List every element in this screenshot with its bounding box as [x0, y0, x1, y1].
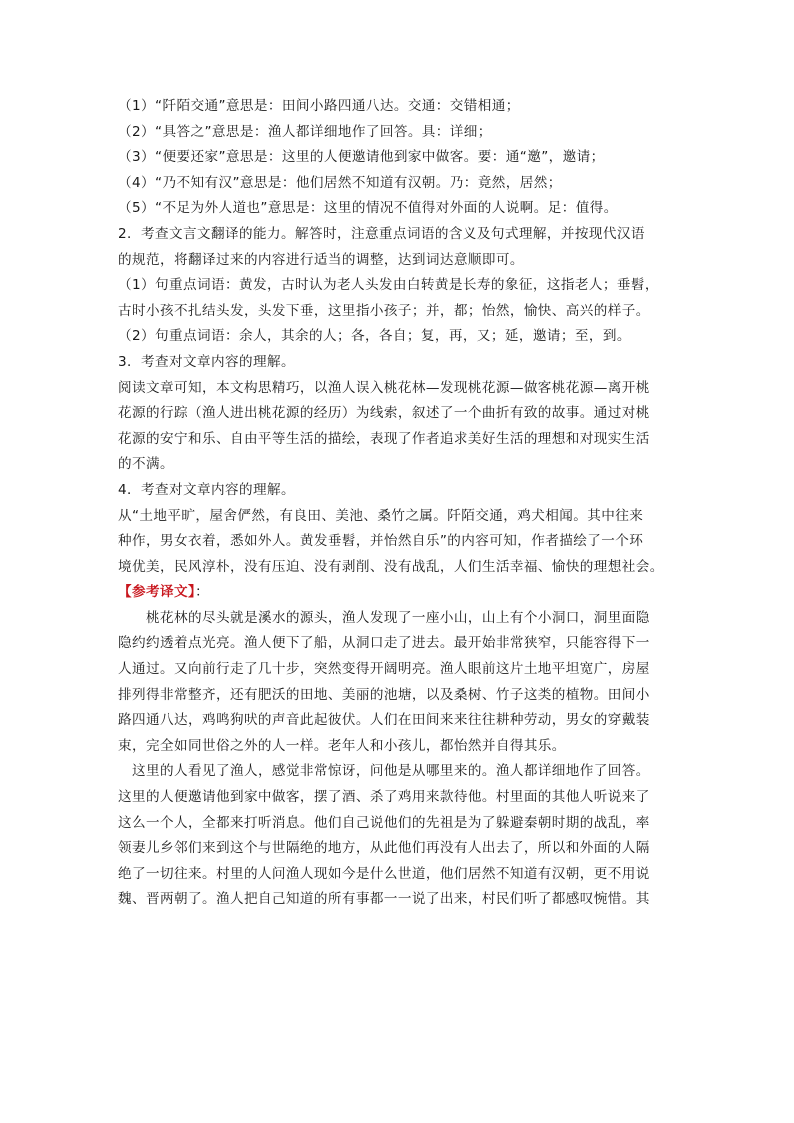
- text-line: （1）句重点词语：黄发，古时认为老人头发由白转黄是长寿的象征，这指老人；垂髫，: [118, 277, 659, 294]
- text-line: （1）“阡陌交通”意思是：田间小路四通八达。交通：交错相通；: [118, 98, 520, 114]
- text-line: 的规范，将翻译过来的内容进行适当的调整，达到词达意顺即可。: [118, 251, 524, 268]
- text-line: 花源的安宁和乐、自由平等生活的描绘，表现了作者追求美好生活的理想和对现实生活: [118, 430, 650, 447]
- translation-line: 魏、晋两朝了。渔人把自己知道的所有事都一一说了出来，村民们听了都感叹惋惜。其: [118, 891, 650, 908]
- text-line: 阅读文章可知，本文构思精巧，以渔人误入桃花林—发现桃花源—做客桃花源—离开桃: [118, 379, 650, 396]
- reference-label: 【参考译文】: [118, 584, 196, 601]
- translation-line: 绝了一切往来。村里的人问渔人现如今是什么世道，他们居然不知道有汉朝，更不用说: [118, 865, 650, 882]
- text-line: 的不满。: [118, 456, 174, 473]
- text-line: （5）“不足为外人道也”意思是：这里的情况不值得对外面的人说啊。足：值得。: [118, 200, 618, 217]
- translation-line: 排列得非常整齐，还有肥沃的田地、美丽的池塘，以及桑树、竹子这类的植物。田间小: [118, 686, 650, 703]
- section-heading: 4．考查对文章内容的理解。: [118, 481, 295, 498]
- translation-line: 领妻儿乡邻们来到这个与世隔绝的地方，从此他们再没有人出去了，所以和外面的人隔: [118, 840, 650, 857]
- translation-line: 隐约约透着点光亮。渔人便下了船，从洞口走了进去。最开始非常狭窄，只能容得下一: [118, 635, 650, 652]
- text-line: 境优美，民风淳朴，没有压迫、没有剥削、没有战乱，人们生活幸福、愉快的理想社会。: [118, 558, 664, 575]
- text-line: 古时小孩不扎结头发，头发下垂，这里指小孩子；并，都；怡然，愉快、高兴的样子。: [118, 302, 650, 319]
- text-line: 花源的行踪（渔人进出桃花源的经历）为线索，叙述了一个曲折有致的故事。通过对桃: [118, 405, 650, 422]
- text-line: （2）“具答之”意思是：渔人都详细地作了回答。具：详细；: [118, 123, 492, 140]
- document-body: [118, 94, 678, 913]
- text-line: （3）“便要还家”意思是：这里的人便邀请他到家中做客。要：通“邀”，邀请；: [118, 149, 605, 166]
- text-line: （4）“乃不知有汉”意思是：他们居然不知道有汉朝。乃：竟然，居然；: [118, 174, 562, 191]
- reference-translation-heading: [118, 580, 678, 606]
- text-line: 种作，男女衣着，悉如外人。黄发垂髫，并怡然自乐”的内容可知，作者描绘了一个环: [118, 533, 644, 550]
- translation-line: 这里的人看见了渔人，感觉非常惊讶，问他是从哪里来的。渔人都详细地作了回答。: [132, 763, 650, 780]
- reference-colon: ：: [195, 584, 210, 601]
- translation-line: 路四通八达，鸡鸣狗吠的声音此起彼伏。人们在田间来来往往耕种劳动，男女的穿戴装: [118, 712, 650, 729]
- text-line: （2）句重点词语：余人，其余的人；各，各自；复，再，又；延，邀请；至，到。: [118, 328, 631, 345]
- section-heading: 3．考查对文章内容的理解。: [118, 353, 295, 370]
- section-heading: 2．考查文言文翻译的能力。解答时，注意重点词语的含义及句式理解，并按现代汉语: [118, 225, 645, 242]
- translation-line: 这里的人便邀请他到家中做客，摆了酒、杀了鸡用来款待他。村里面的其他人听说来了: [118, 789, 650, 806]
- translation-line: 束，完全如同世俗之外的人一样。老年人和小孩儿，都怡然并自得其乐。: [118, 737, 566, 754]
- text-line: 从“土地平旷，屋舍俨然，有良田、美池、桑竹之属。阡陌交通，鸡犬相闻。其中往来: [118, 507, 644, 524]
- translation-line: 人通过。又向前行走了几十步，突然变得开阔明亮。渔人眼前这片土地平坦宽广，房屋: [118, 661, 650, 678]
- translation-line: 这么一个人，全都来打听消息。他们自己说他们的先祖是为了躲避秦朝时期的战乱，率: [118, 814, 650, 831]
- translation-line: 桃花林的尽头就是溪水的源头，渔人发现了一座小山，山上有个小洞口，洞里面隐: [146, 609, 650, 626]
